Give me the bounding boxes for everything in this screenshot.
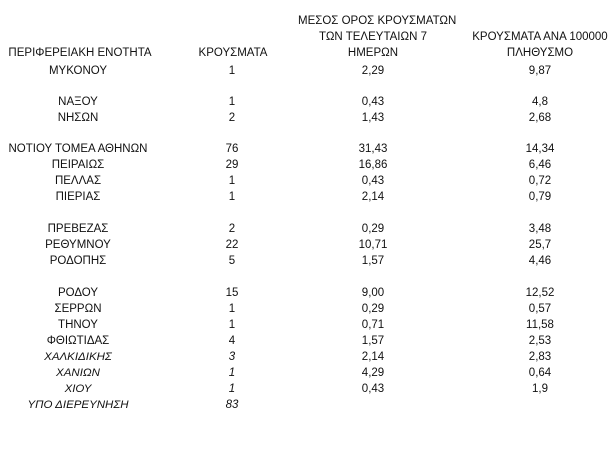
per100k-cell: 4,8: [532, 96, 548, 108]
per100k-cell: 11,58: [526, 319, 554, 331]
cases-cell: 1: [228, 319, 236, 331]
avg7-cell: 1,43: [361, 112, 385, 124]
per100k-cell: 9,87: [528, 65, 552, 77]
avg7-cell: 2,29: [361, 65, 385, 77]
per100k-cell: 2,68: [528, 112, 552, 124]
avg7-cell: 0,71: [361, 319, 385, 331]
cases-cell: 15: [225, 287, 239, 299]
cases-cell: 3: [228, 351, 236, 363]
per100k-cell: 2,53: [528, 335, 552, 347]
region-cell: ΠΕΙΡΑΙΩΣ: [51, 159, 105, 171]
cases-cell: 1: [228, 367, 236, 379]
header-per100k-line2: ΠΛΗΘΥΣΜΟ: [506, 47, 574, 59]
cases-cell: 29: [225, 159, 239, 171]
per100k-cell: 0,72: [528, 175, 552, 187]
region-cell: ΧΑΝΙΩΝ: [56, 367, 100, 379]
cases-cell: 76: [225, 143, 239, 155]
region-cell: ΥΠΟ ΔΙΕΡΕΥΝΗΣΗ: [27, 399, 129, 411]
region-cell: ΡΟΔΟΥ: [57, 287, 99, 299]
cases-cell: 5: [228, 255, 236, 267]
region-cell: ΜΥΚΟΝΟΥ: [48, 65, 108, 77]
per100k-cell: 6,46: [528, 159, 552, 171]
header-avg7-line2: ΤΩΝ ΤΕΛΕΥΤΑΙΩΝ 7: [319, 31, 427, 43]
region-cell: ΠΕΛΛΑΣ: [54, 175, 102, 187]
cases-cell: 4: [228, 335, 236, 347]
region-cell: ΧΙΟΥ: [64, 383, 92, 395]
avg7-cell: 2,14: [361, 351, 385, 363]
avg7-cell: 0,29: [361, 223, 385, 235]
avg7-cell: 10,71: [358, 239, 388, 251]
cases-cell: 83: [225, 399, 239, 411]
region-cell: ΝΗΣΩΝ: [57, 112, 99, 124]
per100k-cell: 2,83: [528, 351, 552, 363]
avg7-cell: 4,29: [361, 367, 385, 379]
region-cell: ΝΑΞΟΥ: [58, 96, 98, 108]
avg7-cell: 0,43: [361, 383, 385, 395]
cases-cell: 22: [225, 239, 239, 251]
avg7-cell: 1,57: [361, 335, 385, 347]
header-avg7-line3: ΗΜΕΡΩΝ: [347, 47, 399, 59]
header-cases: ΚΡΟΥΣΜΑΤΑ: [198, 47, 268, 59]
avg7-cell: 0,43: [361, 175, 385, 187]
per100k-cell: 14,34: [525, 143, 555, 155]
cases-cell: 2: [228, 112, 236, 124]
per100k-cell: 0,64: [528, 367, 552, 379]
cases-cell: 1: [228, 383, 236, 395]
per100k-cell: 3,48: [528, 223, 552, 235]
region-cell: ΠΙΕΡΙΑΣ: [55, 191, 101, 203]
region-cell: ΠΡΕΒΕΖΑΣ: [47, 223, 109, 235]
cases-cell: 1: [228, 175, 236, 187]
per100k-cell: 1,9: [532, 383, 548, 395]
header-per100k-line1: ΚΡΟΥΣΜΑΤΑ ΑΝΑ 100000: [472, 31, 608, 43]
cases-cell: 1: [228, 96, 236, 108]
region-cell: ΡΟΔΟΠΗΣ: [49, 255, 107, 267]
region-cell: ΤΗΝΟΥ: [58, 319, 98, 331]
avg7-cell: 9,00: [361, 287, 385, 299]
per100k-cell: 0,57: [528, 303, 552, 315]
avg7-cell: 16,86: [358, 159, 388, 171]
region-cell: ΧΑΛΚΙΔΙΚΗΣ: [44, 351, 112, 363]
per100k-cell: 12,52: [525, 287, 555, 299]
region-cell: ΝΟΤΙΟΥ ΤΟΜΕΑ ΑΘΗΝΩΝ: [8, 143, 148, 155]
region-cell: ΣΕΡΡΩΝ: [54, 303, 102, 315]
cases-cell: 1: [228, 191, 236, 203]
cases-cell: 2: [228, 223, 236, 235]
region-cell: ΦΘΙΩΤΙΔΑΣ: [46, 335, 110, 347]
avg7-cell: 1,57: [361, 255, 385, 267]
cases-cell: 1: [228, 303, 236, 315]
per100k-cell: 25,7: [528, 239, 552, 251]
avg7-cell: 0,29: [361, 303, 385, 315]
cases-cell: 1: [228, 65, 236, 77]
per100k-cell: 0,79: [528, 191, 552, 203]
header-avg7-line1: ΜΕΣΟΣ ΟΡΟΣ ΚΡΟΥΣΜΑΤΩΝ: [298, 15, 457, 27]
header-region: ΠΕΡΙΦΕΡΕΙΑΚΗ ΕΝΟΤΗΤΑ: [8, 47, 152, 59]
per100k-cell: 4,46: [528, 255, 552, 267]
avg7-cell: 2,14: [361, 191, 385, 203]
avg7-cell: 31,43: [358, 143, 388, 155]
avg7-cell: 0,43: [361, 96, 385, 108]
region-cell: ΡΕΘΥΜΝΟΥ: [45, 239, 111, 251]
